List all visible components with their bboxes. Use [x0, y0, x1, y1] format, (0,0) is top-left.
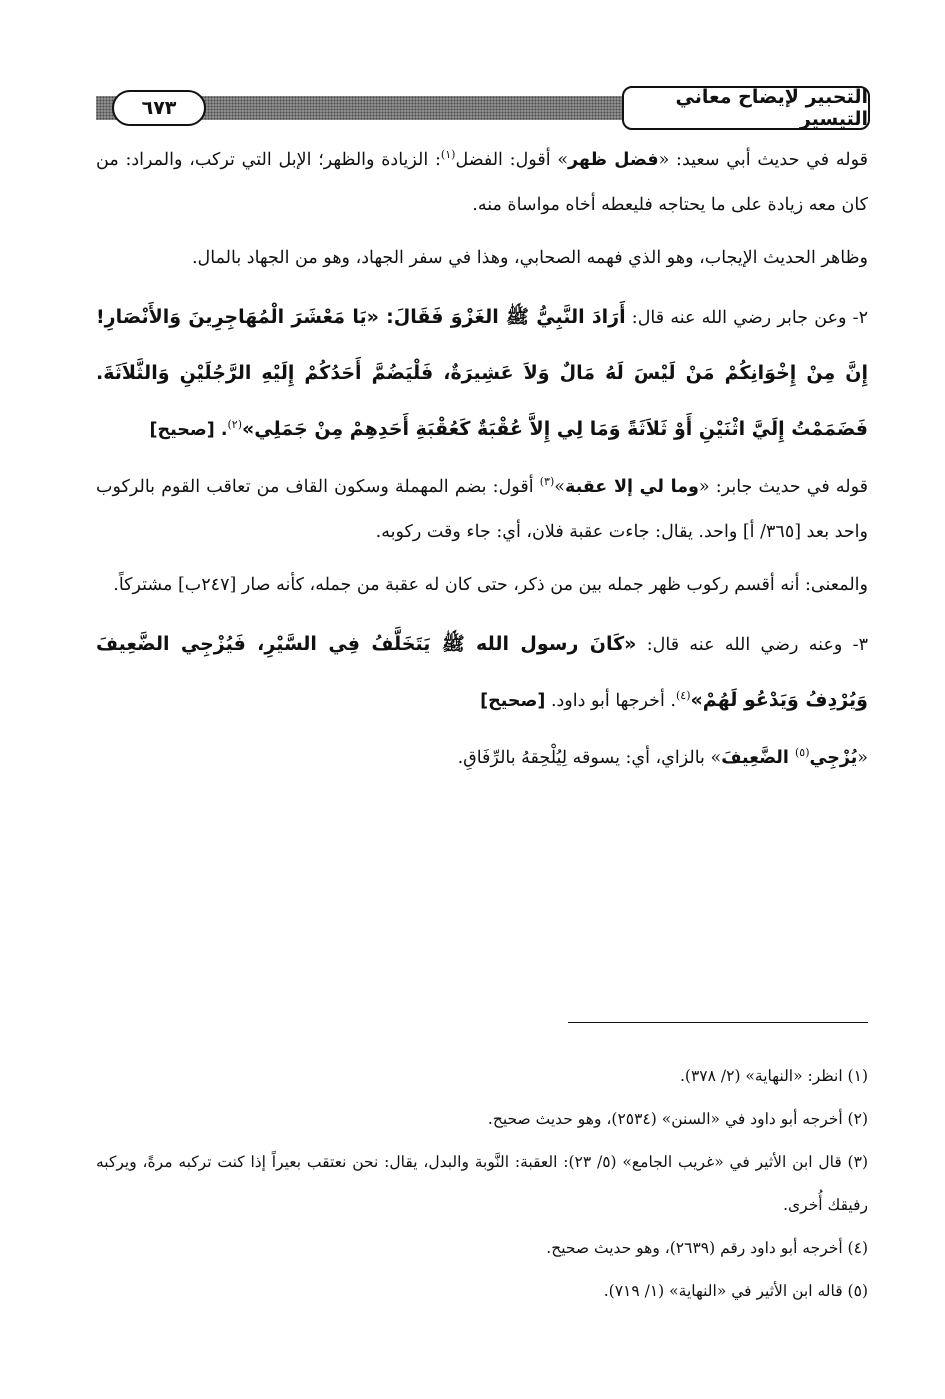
p1-quote: فضل ظهر	[568, 150, 659, 170]
p6-text: . أخرجها أبو داود.	[545, 691, 676, 711]
p1-rest: : الزيادة والظهر؛ الإبل التي تركب، والمراد: من كان معه زيادة على ما يحتاجه فليعطه أخاه مواساة منه.	[96, 150, 868, 215]
paragraph-3	[96, 289, 868, 457]
hadith-3: «كَانَ رسول الله ﷺ يَتَخَلَّفُ فِي السَّيْرِ، فَيُزْجِي الضَّعِيفَ وَيُرْدِفُ وَيَدْعُو لَهُمْ»	[96, 633, 868, 711]
p7-open: «	[857, 748, 868, 768]
paragraph-4	[96, 465, 868, 555]
grade-label-2: . [صحيح]	[149, 420, 228, 440]
footnote-4: (٤) أخرجه أبو داود رقم (٢٦٣٩)، وهو حديث صحيح.	[546, 1239, 868, 1257]
p4-intro: قوله في حديث جابر: «	[698, 477, 868, 497]
footnote-ref-4[interactable]: (٤)	[676, 689, 691, 703]
footnote-ref-1[interactable]: (١)	[440, 148, 456, 162]
hadith-2: أَرَادَ النَّبِيُّ ﷺ الغَزْوَ فَقَالَ: «يَا مَعْشَرَ الْمُهَاجِرِينَ وَالأَنْصَارِ! إِنَّ مِنْ إِخْوَانِكُمْ مَنْ لَيْسَ لَهُ مَالٌ وَلاَ عَشِيرَةٌ، فَلْيَضُمَّ أَحَدُكُمْ إِلَيْهِ الرَّجُلَيْنِ وَالثَّلاَثَةَ. فَضَمَمْتُ إِلَيَّ اثْنَيْنِ أَوْ ثَلاَثَةً وَمَا لِي إِلاَّ عُقْبَةٌ كَعُقْبَةِ أَحَدِهِمْ مِنْ جَمَلِي»	[96, 306, 868, 440]
p7-quote: يُزْجِي	[809, 748, 858, 768]
p6-intro: ٣- وعنه رضي الله عنه قال:	[636, 635, 868, 655]
p4-quote: وما لي إلا عقبة	[564, 477, 699, 497]
page-header	[96, 86, 870, 132]
paragraph-6	[96, 616, 868, 728]
p1-intro: قوله في حديث أبي سعيد: «	[658, 150, 869, 170]
main-text	[96, 138, 868, 781]
footnote-ref-3[interactable]: (٣)	[539, 475, 555, 489]
p7-rest: » بالزاي، أي: يسوقه لِيُلْحِقهُ بالرِّفَاقِ.	[457, 748, 722, 768]
paragraph-5: والمعنى: أنه أقسم ركوب ظهر جمله بين من ذكر، حتى كان له عقبة من جمله، كأنه صار [٢٤٧ب] مشتركاً.	[113, 575, 868, 595]
p3-intro: ٢- وعن جابر رضي الله عنه قال:	[625, 308, 868, 328]
p4-text: »	[554, 477, 565, 497]
footnote-1: (١) انظر: «النهاية» (٢/ ٣٧٨).	[680, 1067, 868, 1085]
paragraph-1	[96, 138, 868, 228]
p4-rest: أقول: بضم المهملة وسكون القاف من تعاقب القوم بالركوب واحد بعد [٣٦٥/ أ] واحد. يقال: جاءت عقبة فلان، أي: جاء وقت ركوبه.	[96, 477, 868, 542]
footnote-2: (٢) أخرجه أبو داود في «السنن» (٢٥٣٤)، وهو حديث صحيح.	[487, 1110, 868, 1128]
paragraph-2: وظاهر الحديث الإيجاب، وهو الذي فهمه الصحابي، وهذا في سفر الجهاد، وهو من الجهاد بالمال.	[191, 248, 868, 268]
p1-text: » أقول: الفضل	[455, 150, 569, 170]
footnote-5: (٥) قاله ابن الأثير في «النهاية» (١/ ٧١٩).	[603, 1282, 868, 1300]
footnotes	[96, 1055, 868, 1313]
book-title: التحبير لإيضاح معاني التيسير	[622, 86, 870, 130]
p7-quote-2: الضَّعِيفَ	[721, 748, 795, 768]
grade-label-3: [صحيح]	[480, 691, 546, 711]
page-number: ٦٧٣	[112, 90, 206, 126]
paragraph-7	[96, 736, 868, 781]
footnote-3: (٣) قال ابن الأثير في «غريب الجامع» (٥/ ٢٣): العقبة: النَّوبة والبدل، يقال: نحن نعتقب بعيراً إذا كنت تركبه مرةً، ويركبه رفيقك أُخرى.	[96, 1153, 868, 1214]
footnote-divider	[568, 1022, 868, 1023]
footnote-ref-2[interactable]: (٢)	[227, 418, 243, 432]
footnote-ref-5[interactable]: (٥)	[794, 746, 810, 760]
